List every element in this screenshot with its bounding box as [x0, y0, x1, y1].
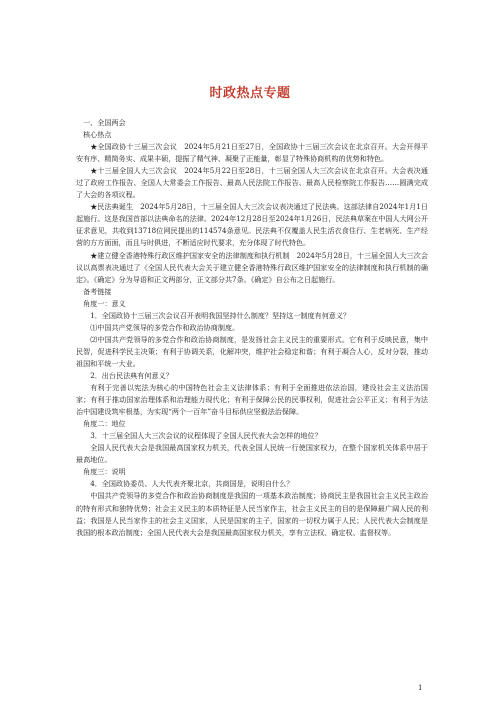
paragraph: ★全国政协十三届三次会议 2024年5月21日至27日，全国政协十三届三次会议在北京召开。大会开得平安有序、精简务实、成果丰硕，提振了精气神、凝聚了正能量，彰显了特殊协商机构的优势和特色。: [76, 142, 428, 164]
paragraph: 一、全国两会: [83, 118, 126, 127]
paragraph: 1．全国政协十三届三次会议召开表明我国坚持什么制度？坚持这一制度有何意义？: [90, 310, 351, 320]
paragraph: ⑵中国共产党领导的多党合作和政治协商制度，是发扬社会主义民主的重要形式。它有利于反映民意，集中民智，促进科学民主决策；有利于协调关系，化解冲突，维护社会稳定和谐；有利于凝合人心，反对分裂，推动祖国和平统一大业。: [76, 334, 428, 368]
page-title: 时政热点专题: [209, 86, 291, 101]
paragraph: ⑴中国共产党领导的多党合作和政治协商制度。: [90, 322, 240, 332]
page-number: 1: [418, 684, 423, 692]
paragraph: 3．十三届全国人大三次会议的议程体现了全国人民代表大会怎样的地位？: [90, 431, 322, 441]
paragraph: ★民法典诞生 2024年5月28日，十三届全国人大三次会议表决通过了民法典。这部法律自2024年1月1日起施行。这是我国首部以法典命名的法律。2024年12月28日至2024年1月26日，民法典草案在中国人大网公开征求意见，共收到13718位网民提出的114574条意见。民法典不仅覆盖人民生活衣食住行、生老病死、生产经营的方方面面，而且与时俱进，不断适应时代要求，充分体现了时代特色。: [76, 202, 428, 248]
paragraph: 2．出台民法典有何意义？: [90, 370, 173, 380]
paragraph: 全国人民代表大会是我国最高国家权力机关，代表全国人民统一行使国家权力，在整个国家机关体系中居于最高地位。: [76, 443, 428, 465]
paragraph: 角度一：意义: [83, 298, 126, 308]
paragraph: ★十三届全国人大三次会议 2024年5月22日至28日，十三届全国人大三次会议在北京召开。大会表决通过了政府工作报告、全国人大常委会工作报告、最高人民法院工作报告、最高人民检察院工作报告……圆满完成了大会的各项议程。: [76, 166, 428, 200]
paragraph: 角度二：地位: [83, 419, 126, 429]
paragraph: 中国共产党领导的多党合作和政治协商制度是我国的一项基本政治制度；协商民主是我国社会主义民主政治的特有形式和独特优势；社会主义民主的本质特征是人民当家作主，社会主义民主的目的是保障最广阔人民的利益；我国是人民当家作主的社会主义国家，人民是国家的主子，国家的一切权力属于人民；人民代表大会制度是我国的根本政治制度；全国人民代表大会是我国最高国家权力机关，享有立法权、确定权、监督权等。: [76, 491, 428, 537]
paragraph: ★建立健全香港特殊行政区维护国家安全的法律制度和执行机制 2024年5月28日，十三届全国人大三次会议以高票表决通过了《全国人民代表大会关于建立健全香港特殊行政区维护国家安全的法律制度和执行机制的确定》。《确定》分为导语和正文两部分，正文部分共7条。《确定》自公布之日起施行。: [76, 250, 428, 284]
paragraph: 备考链接: [83, 286, 112, 296]
paragraph: 有利于完善以宪法为核心的中国特色社会主义法律体系；有利于全面推进依法治国，建设社会主义法治国家；有利于推动国家治理体系和治理能力现代化；有利于保障公民的民事权利，促进社会公平正义；有利于为法治中国建设筑牢根基，为实现“两个一百年”奋斗目标供应坚毅法治保障。: [76, 383, 428, 417]
paragraph: 角度三：说明: [83, 467, 126, 477]
paragraph: 4．全国政协委员、人大代表齐聚北京，共商国是，说明自什么？: [90, 479, 294, 489]
paragraph: 核心热点: [83, 130, 112, 140]
document-body: [76, 117, 428, 539]
